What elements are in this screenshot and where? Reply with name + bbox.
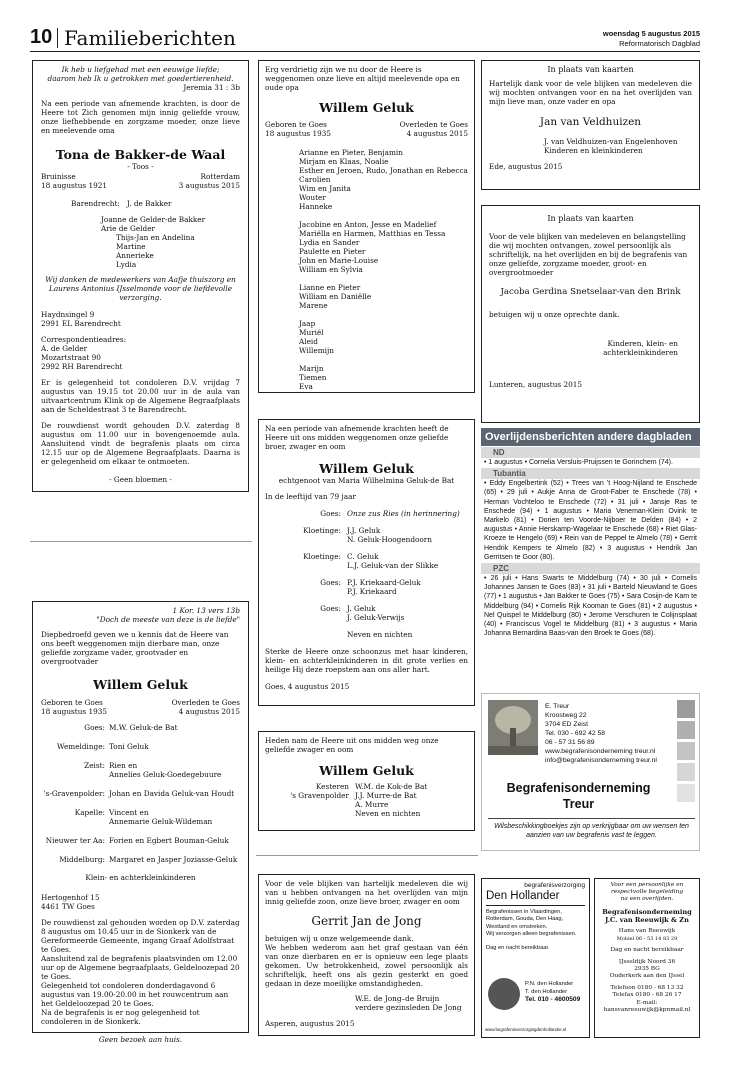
family-place: Middelburg:	[59, 855, 105, 864]
deceased-name: Willem Geluk	[319, 763, 414, 778]
died-date: 4 augustus 2015	[178, 707, 240, 716]
text-line: Voor een persoonlijke en	[610, 882, 684, 888]
intro-text: Erg verdrietig zijn we nu door de Heere is weggenomen onze lieve en altijd meelevende opa en oude opa	[265, 65, 460, 92]
family-place: Goes:	[84, 723, 105, 732]
company-name-line: Treur	[562, 797, 595, 811]
section-title: Familieberichten	[64, 26, 236, 50]
address-line: 2992 RH Barendrecht	[41, 362, 123, 371]
grey-square	[677, 700, 695, 718]
died-place: Overleden te Goes	[399, 120, 468, 129]
family-place: Kloetinge:	[303, 552, 341, 561]
family-line: Thijs-Jan en Andelina	[116, 233, 195, 242]
deceased-name: Jan van Veldhuizen	[539, 116, 642, 128]
quote-line: daarom heb Ik u getrokken met goedertierenheid.	[47, 74, 234, 83]
service-text: De rouwdienst zal gehouden worden op D.V. zaterdag 8 augustus om 10.45 uur in de Sionkerk van de Gereformeerde Gemeente, ingang Graaf Adolfstraat te Goes. Aansluitend zal de begrafenis plaatsvinden om 12.00 uur op de Algemene begraafplaats, Geldeloozepad 20 te Goes. Gelegenheid tot condoleren donderdagavond 6 augustus van 19.00-20.00 in het rouwcentrum aan het Geldeloozepad 20 te Goes. Na de begrafenis is er nog gelegenheid tot condoleren in de Sionkerk.	[41, 918, 240, 1026]
list-item: John en Marie-Louise	[299, 256, 379, 265]
text-line: Mobiel 06 - 53 14 83 29	[616, 935, 678, 942]
grey-square	[677, 784, 695, 802]
list-item: Lydia en Sander	[299, 238, 360, 247]
signature-line: Kinderen, klein- en	[607, 339, 678, 348]
date-line: Ede, augustus 2015	[489, 162, 563, 171]
list-item: Muriël	[299, 328, 324, 337]
family-line: Barendrecht: J. de Bakker	[71, 199, 172, 208]
text-line: respectvolle begeleiding	[610, 889, 684, 896]
family-names: A. Murre	[355, 800, 389, 809]
thanks-text: betuigen wij u onze oprechte dank.	[489, 310, 620, 319]
text-line: IJsseldijk Noord 36	[618, 958, 676, 965]
body-text: betuigen wij u onze welgemeende dank. We hebben wederom aan het graf gestaan van één van onze dierbaren en er is opnieuw een lege plaats gekomen. Uw betrokkenheid, zowel persoonlijk als schriftelijk, heeft ons als gezin gesterkt en goed gedaan in deze moeilijke omstandigheden.	[265, 934, 468, 988]
family-place: Goes:	[320, 604, 341, 613]
body-text: Voor de vele blijken van medeleven en belangstelling die wij mochten ontvangen, zowel persoonlijk als schriftelijk, na het overlijden en bij de begrafenis van onze geliefde, zorgzame moeder, groot- en overgrootmoeder	[489, 232, 688, 277]
family-names: C. Geluk L.J. Geluk-van der Slikke	[347, 552, 439, 570]
text-line: Rotterdam, Gouda, Den Haag,	[486, 916, 564, 923]
family-list	[41, 723, 240, 864]
family-names: W.M. de Kok-de Bat	[355, 782, 428, 791]
newspaper-label-tubantia: Tubantia	[481, 468, 700, 479]
family-place: Kapelle:	[74, 808, 105, 817]
list-item: Paulette en Pieter	[299, 247, 366, 256]
ad-geluk-siblings	[258, 419, 475, 706]
tree-illustration	[488, 700, 538, 755]
reeuwijk-contact	[597, 928, 697, 1014]
signature-line: W.E. de Jong–de Bruijn	[355, 994, 440, 1003]
family-place: Zeist:	[84, 761, 105, 770]
column-separator	[256, 855, 478, 856]
hollander-text	[486, 909, 585, 952]
text-line: na een overlijden.	[620, 896, 674, 903]
died-place: Overleden te Goes	[171, 698, 240, 707]
family-line: Lydia	[116, 260, 137, 269]
list-spacer	[299, 310, 468, 319]
deceased-name: Willem Geluk	[93, 677, 188, 692]
treur-tagline: Wilsbeschikkingboekjes zijn op verkrijgbaar om uw wensen ten aanzien van uw begrafenis vast te leggen.	[494, 823, 689, 839]
address-line: Haydnsingel 9	[41, 310, 95, 319]
reeuwijk-name	[597, 908, 697, 925]
list-spacer	[299, 355, 468, 364]
obituaries-title: Overlijdensberichten andere dagbladen	[481, 428, 700, 446]
phone-line: Tel. 010 - 4600509	[525, 996, 581, 1003]
list-item: Mariëlla en Harmen, Matthias en Tessa	[299, 229, 446, 238]
reeuwijk-intro	[597, 882, 697, 904]
born-date: 18 augustus 1935	[265, 129, 332, 138]
verse-ref: 1 Kor. 13 vers 13b	[172, 606, 240, 615]
contact-line: www.begrafenisonderneming treur.nl	[545, 748, 656, 755]
text-line: Dag en nacht bereikbaar	[610, 947, 684, 954]
ad-treur	[481, 693, 700, 851]
list-item: William en Sylvia	[299, 265, 363, 274]
deceased-name: Jacoba Gerdina Snetselaar-van den Brink	[500, 287, 681, 297]
nickname: - Toos -	[127, 162, 154, 171]
condolence-text: Er is gelegenheid tot condoleren D.V. vrijdag 7 augustus van 19.15 tot 20.00 uur in de aula van uitvaartcentrum Klink op de Algemene Begraafplaats aan de Scheldestraat 3 te Barendrecht.	[41, 378, 240, 414]
contact-line: Tel. 030 - 692 42 58	[545, 730, 606, 737]
intro-text: Diepbedroefd geven we u kennis dat de Heere van ons beeft weggenomen mijn dierbare man, onze geliefde zorgzame vader, grootvader en overgrootvader	[41, 630, 229, 666]
visit-note: Geen bezoek aan huis.	[98, 1035, 183, 1044]
intro-text: Na een periode van afnemende krachten heeft de Heere uit ons midden weggenomen onze geliefde broer, zwager en oom	[265, 424, 449, 451]
page-header	[30, 26, 700, 50]
obituaries-tubantia: • Eddy Engelbertink (52) • Trees van 't Hoog-Nijland te Enschede (65) • 29 juli • Aukje Anna de Groot-Faber te Enschede (78) • Herman Vochteloo te Enschede (72) • 31 juli • Jansje Ras te Enschede (94) • 1 augustus • Maria Veneman-Klein Ovink te Markelo (81) • Dorien ten Voorde-Nijboer te Delden (84) • 2 augustus • Annie Herskamp-Wagelaar te Enschede (68) • Riet Glas-Kroeze te Hengelo (69) • Rein van de Peppel te Almelo (78) • Gerrit Hendrik Kempers te Almelo (82) • 3 augustus • Hendrik Jan Gerritsen te Goor (80).	[484, 480, 697, 561]
address-line: A. de Gelder	[41, 344, 88, 353]
date-line: Asperen, augustus 2015	[265, 1019, 355, 1028]
ad-van-reeuwijk	[594, 878, 700, 1038]
signature-line: Kinderen en kleinkinderen	[544, 146, 643, 155]
ad-de-jong	[258, 874, 475, 1036]
ad-geluk-grandchildren	[258, 60, 475, 393]
family-line: Arie de Gelder	[101, 224, 155, 233]
family-names: J.J. Murre-de Bat	[355, 791, 417, 800]
ad-bakker-de-waal	[32, 60, 249, 492]
text-line: J.C. van Reeuwijk & Zn	[605, 916, 689, 925]
contact-line: E. Treur	[545, 703, 570, 710]
list-item: Willemijn	[299, 346, 334, 355]
contact-line: 06 - 57 31 56 89	[545, 739, 595, 746]
place-line: Kesteren	[315, 782, 349, 791]
text-line: Dag en nacht bereikbaar.	[486, 945, 550, 952]
treur-name	[482, 780, 675, 812]
family-names: J.J. Geluk N. Geluk-Hoogendoorn	[347, 526, 432, 544]
company-name-line: Begrafenisonderneming	[506, 781, 651, 795]
list-item: Wouter	[299, 193, 326, 202]
born-place: Bruinisse	[41, 172, 76, 181]
date-line: Goes, 4 augustus 2015	[265, 682, 350, 691]
newspaper-label-pzc: PZC	[481, 563, 700, 574]
place-line: 's Gravenpolder	[290, 791, 349, 800]
flowers-note: - Geen bloemen -	[109, 475, 172, 484]
header-rule	[30, 51, 700, 52]
obituaries-pzc: • 26 juli • Hans Swarts te Middelburg (74) • 30 juli • Cornelis Johannes Jansen te Goes (83) • 31 juli • Barteld Nieuwland te Goes (77) • 1 augustus • Jan Bakker te Goes (75) • Sara Cosijn-de Kam te Middelburg (94) • Cornelis Rijk Kooman te Goes (81) • 2 augustus • Nel Quispel te Middelburg (80) • Jerome Verschuren te Colijnsplaat (40) • Franciscus Vogel te Middelburg (81) • 3 augustus • Maria Johanna Bernardina Baas-van den Broek te Goes (68).	[484, 575, 697, 638]
treur-photo	[488, 700, 538, 755]
obituaries-panel	[481, 428, 700, 670]
text-line: Begrafenisonderneming	[602, 907, 692, 916]
list-item: Hanneke	[299, 202, 333, 211]
signature-line: verdere gezinsleden De Jong	[355, 1003, 462, 1012]
newspaper-label-nd: ND	[481, 447, 700, 458]
family-names: Vincent en Annemarie Geluk-Wildeman	[109, 808, 213, 826]
list-item: Aleid	[299, 337, 318, 346]
family-names: Forien en Egbert Bouman-Geluk	[109, 836, 229, 845]
hollander-logo-icon	[488, 978, 520, 1010]
hollander-web: www.begrafenisverzorgingdenhollander.nl	[485, 1027, 567, 1032]
ad-title: In plaats van kaarten	[547, 65, 634, 74]
age-line: In de leeftijd van 79 jaar	[265, 492, 356, 501]
treur-contact	[545, 702, 657, 765]
obituaries-nd: • 1 augustus • Cornelia Versluis-Pruijssen te Gorinchem (74).	[484, 459, 673, 466]
closing-text: Sterke de Heere onze schoonzus met haar kinderen, klein- en achterkleinkinderen in dit grote verlies en heilige Hij deze roepstem aan ons aller hart.	[265, 647, 468, 674]
family-line: Martine	[116, 242, 146, 251]
page-number: 10	[30, 26, 53, 48]
intro-text: Na een periode van afnemende krachten, is door de Heere tot Zich genomen mijn innig geliefde vrouw, onze liefhebbende en zorgzame moeder, onze lieve en meelevende oma	[41, 99, 240, 135]
hollander-people	[525, 981, 580, 1004]
treur-divider	[488, 818, 695, 819]
signature-line: J. van Veldhuizen-van Engelenhoven	[544, 137, 678, 146]
deceased-name: Gerrit Jan de Jong	[311, 914, 422, 928]
text-line: Ouderkerk aan den IJssel	[609, 973, 685, 980]
family-place: Wemeldinge:	[57, 742, 105, 751]
thanks-text: Wij danken de medewerkers van Aafje thuiszorg en Laurens Antonius IJsselmonde voor de liefdevolle verzorging.	[45, 275, 236, 302]
family-names: Johan en Davida Geluk-van Houdt	[109, 789, 235, 798]
nephews: Neven en nichten	[347, 630, 413, 639]
family-place: Kloetinge:	[303, 526, 341, 535]
died-place: Rotterdam	[200, 172, 240, 181]
list-item: Jacobine en Anton, Jesse en Madelief	[299, 220, 437, 229]
deceased-name: Willem Geluk	[319, 100, 414, 115]
text-line: P.N. den Hollander	[525, 981, 574, 987]
family-names: Margaret en Jasper Joziasse-Geluk	[109, 855, 238, 864]
address-line: Mozartstraat 90	[41, 353, 101, 362]
grey-square	[677, 763, 695, 781]
header-divider	[57, 28, 58, 48]
spouse-line: echtgenoot van Maria Wilhelmina Geluk-de Bat	[278, 476, 455, 485]
contact-line: 3704 ED Zeist	[545, 721, 589, 728]
family-names: Neven en nichten	[355, 809, 421, 818]
list-item: Tiemen	[299, 373, 327, 382]
address-line: 2991 EL Barendrecht	[41, 319, 121, 328]
list-item: Carolien	[299, 175, 331, 184]
address-line: Correspondentieadres:	[41, 335, 127, 344]
intro-text: Voor de vele blijken van hartelijk medeleven die wij van u hebben ontvangen na het overlijden van mijn innig geliefde zoon, onze lieve broer, zwager en oom	[265, 879, 468, 906]
ad-geluk-family	[32, 601, 249, 1044]
contact-line: info@begrafenisonderneming treur.nl	[545, 757, 657, 764]
body-text: Hartelijk dank voor de vele blijken van medeleven die wij mochten ontvangen voor en na het overlijden van mijn lieve man, onze vader en opa	[489, 79, 692, 106]
ad-den-hollander	[481, 878, 590, 1038]
family-names: Toni Geluk	[109, 742, 149, 751]
quote-line: Ik heb u liefgehad met een eeuwige liefde;	[61, 65, 220, 74]
grey-square	[677, 721, 695, 739]
text-line: Westland en omstreken.	[486, 923, 548, 930]
family-place: Nieuwer ter Aa:	[45, 836, 105, 845]
born-date: 18 augustus 1921	[41, 181, 108, 190]
header-paper: Reformatorisch Dagblad	[619, 39, 700, 48]
text-line: T. den Hollander	[525, 988, 568, 995]
ad-title: In plaats van kaarten	[547, 214, 634, 223]
born-place: Geboren te Goes	[41, 698, 103, 707]
list-item: Wim en Janita	[299, 184, 351, 193]
service-text: De rouwdienst wordt gehouden D.V. zaterdag 8 augustus om 11.00 uur in bovengenoemde aula. Aansluitend vindt de begrafenis plaats om circa 12.15 uur op de Algemene Begraafplaats. Daarna is er gelegenheid om elkaar te ontmoeten.	[41, 421, 240, 466]
family-names: J. Geluk J. Geluk-Verwijs	[347, 604, 405, 622]
signature-line: achterkleinkinderen	[603, 348, 678, 357]
list-item: Arianne en Pieter, Benjamin	[299, 148, 403, 157]
text-line: E-mail:	[636, 999, 658, 1006]
list-spacer	[299, 211, 468, 220]
address-line: Hertogenhof 15	[41, 893, 100, 902]
died-date: 4 augustus 2015	[406, 129, 468, 138]
text-line: hansvanreeuwijk@kpnmail.nl	[603, 1007, 691, 1014]
ad-van-den-brink	[481, 205, 700, 423]
family-place: Goes:	[320, 509, 341, 518]
list-item: William en Daniëlle	[299, 292, 372, 301]
text-line: Telefax 0180 - 68 26 17	[612, 992, 682, 999]
intro-text: Heden nam de Heere uit ons midden weg onze geliefde zwager en oom	[265, 736, 439, 754]
born-place: Geboren te Goes	[265, 120, 327, 129]
contact-line: Kroostweg 22	[545, 712, 587, 719]
date-line: Lunteren, augustus 2015	[489, 380, 583, 389]
born-date: 18 augustus 1935	[41, 707, 108, 716]
list-item: Jaap	[299, 319, 316, 328]
ad-van-veldhuizen	[481, 60, 700, 190]
family-line: Joanne de Gelder-de Bakker	[101, 215, 206, 224]
grandchildren: Klein- en achterkleinkinderen	[85, 873, 196, 882]
family-names: M.W. Geluk-de Bat	[109, 723, 178, 732]
text-line: Begrafenissen in Vlaardingen,	[486, 909, 562, 915]
grey-square	[677, 742, 695, 760]
ad-geluk-inlaws	[258, 731, 475, 831]
family-names: Rien en Annelies Geluk-Goedegebuure	[109, 761, 222, 779]
list-item: Lianne en Pieter	[299, 283, 361, 292]
verse-text: "Doch de meeste van deze is de liefde"	[96, 615, 240, 624]
list-item: Marene	[299, 301, 328, 310]
family-names: Onze zus Ries (in herinnering)	[347, 509, 460, 518]
header-date: woensdag 5 augustus 2015	[602, 29, 700, 38]
died-date: 3 augustus 2015	[178, 181, 240, 190]
bible-reference: Jeremia 31 : 3b	[183, 83, 240, 92]
family-place: Goes:	[320, 578, 341, 587]
address-line: 4461 TW Goes	[41, 902, 95, 911]
family-place: 's-Gravenpolder:	[43, 789, 105, 798]
hollander-name: Den Hollander	[486, 889, 585, 906]
text-line: 2935 BG	[634, 966, 660, 973]
deceased-name: Tona de Bakker-de Waal	[55, 147, 226, 162]
text-line: Wij verzorgen alleen begrafenissen.	[486, 930, 577, 937]
list-item: Mirjam en Klaas, Noalie	[299, 157, 389, 166]
deceased-name: Willem Geluk	[319, 461, 414, 476]
list-spacer	[299, 274, 468, 283]
hollander-top: begrafenisverzorging	[524, 882, 585, 889]
family-line: Annerieke	[116, 251, 154, 260]
grandchildren-list	[265, 148, 468, 391]
text-line: Hans van Reeuwijk	[618, 928, 676, 935]
list-item: Esther en Jeroen, Rudo, Jonathan en Rebecca	[299, 166, 468, 175]
family-names: P.J. Kriekaard-Geluk P.J. Kriekaard	[347, 578, 421, 596]
siblings-list	[265, 509, 468, 622]
list-item: Marijn	[299, 364, 324, 373]
list-item: Eva	[299, 382, 313, 391]
column-separator	[30, 541, 252, 542]
text-line: Telefoon 0180 - 68 13 32	[610, 984, 684, 991]
